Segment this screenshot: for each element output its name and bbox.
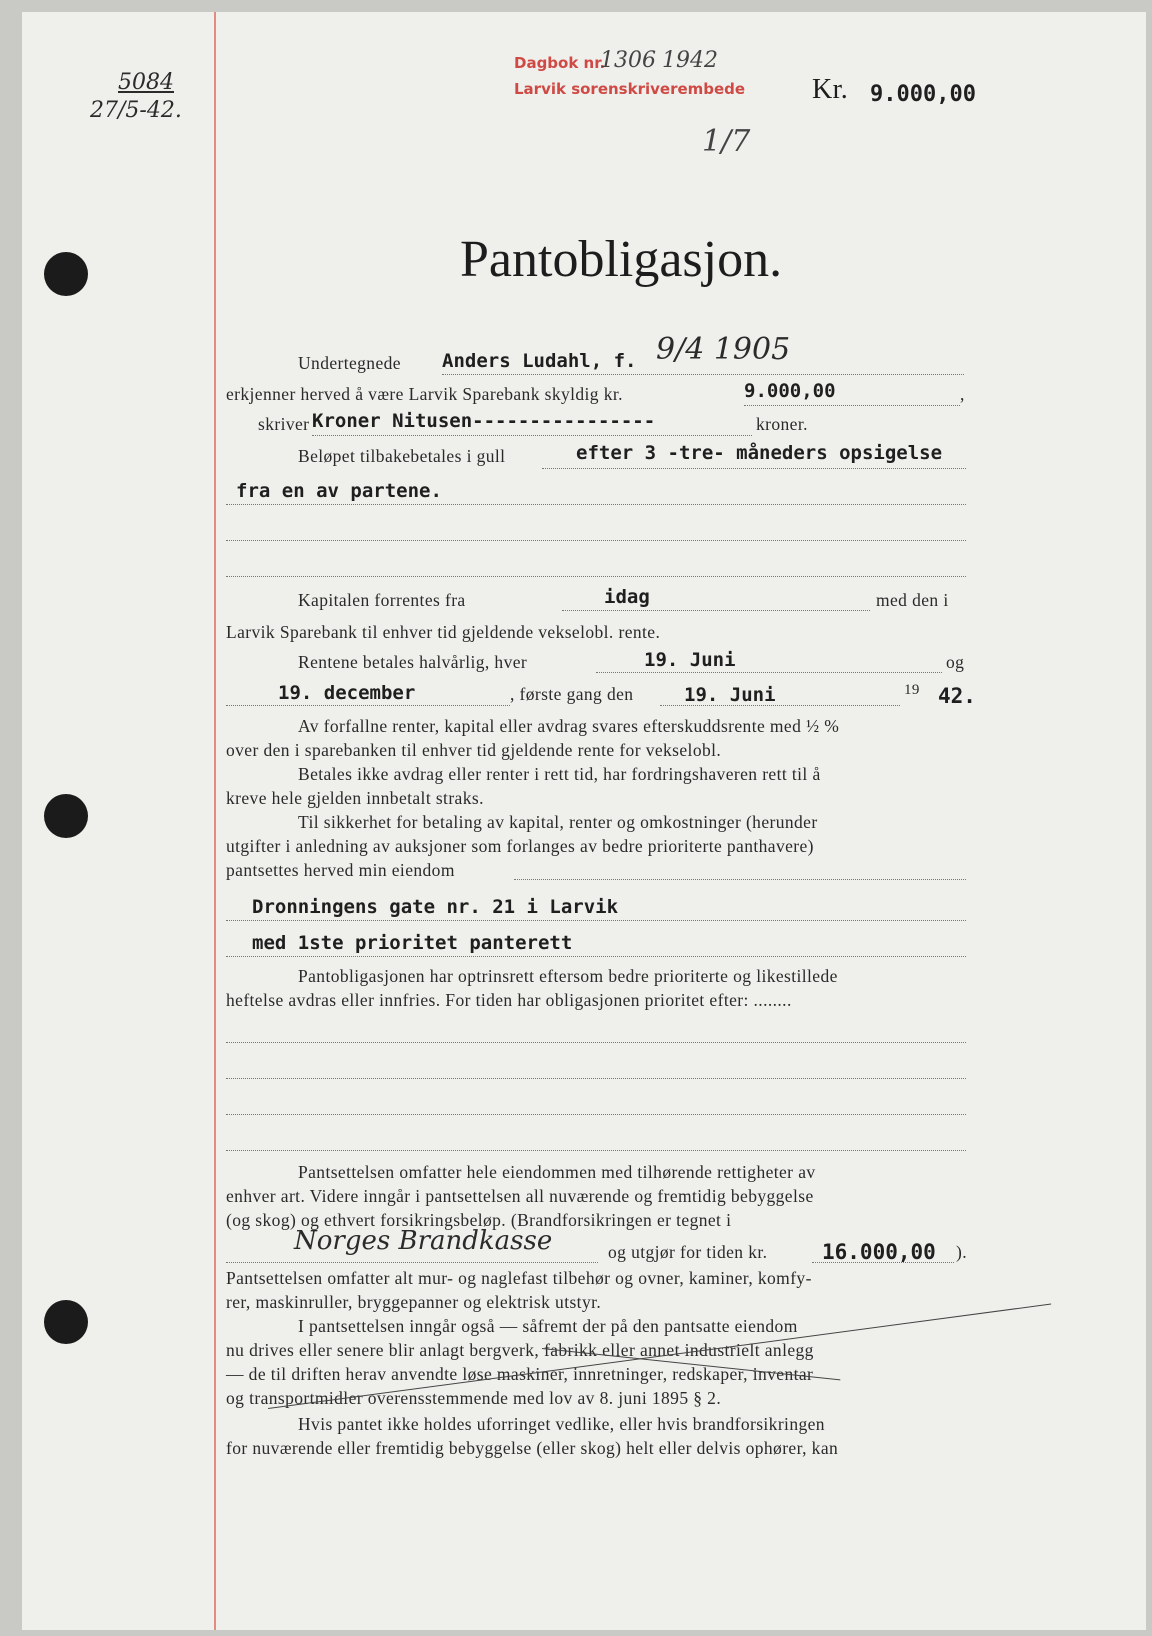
dotted-line (542, 468, 966, 469)
stamp-journal-no: 1306 (600, 48, 656, 73)
text-line: utgifter i anledning av auksjoner som forlanges av bedre prioriterte panthavere) (226, 836, 814, 856)
text-line: (og skog) og ethvert forsikringsbeløp. (Brandforsikringen er tegnet i (226, 1210, 732, 1230)
stamp-year: 1942 (662, 48, 718, 73)
dotted-line (226, 1078, 966, 1079)
debtor-birthdate: 9/4 1905 (656, 332, 791, 367)
kroner-label: kroner. (756, 414, 808, 434)
larvik-rate-line: Larvik Sparebank til enhver tid gjeldende vekselobl. rente. (226, 622, 661, 642)
belopet-text: Beløpet tilbakebetales i gull (298, 446, 506, 466)
closing-paren: ). (956, 1242, 968, 1262)
interest-date-1: 19. Juni (644, 649, 736, 671)
undertegnede-label: Undertegnede (298, 353, 401, 373)
og-label: og (946, 652, 965, 672)
forste-gang-text: , første gang den (510, 684, 634, 704)
document-title: Pantobligasjon. (460, 231, 783, 288)
priority-text: med 1ste prioritet panterett (252, 932, 573, 954)
text-line: heftelse avdras eller innfries. For tiden har obligasjonen prioritet efter: ........ (226, 990, 792, 1010)
currency-label: Kr. (812, 74, 849, 105)
struck-text-line: I pantsettelsen inngår også — såfremt der på den pantsatte eiendom (298, 1316, 798, 1336)
dotted-line (226, 1150, 966, 1151)
document-page (22, 12, 1146, 1630)
dotted-line (226, 956, 966, 957)
year-prefix: 19 (904, 682, 920, 698)
dotted-line (562, 610, 870, 611)
stamp-line2: Larvik sorenskriverembede (514, 80, 746, 98)
dotted-line (660, 705, 900, 706)
amount-in-words: Kroner Nitusen---------------- (312, 410, 656, 432)
dotted-line (226, 920, 966, 921)
text-line: enhver art. Videre inngår i pantsettelsen all nuværende og fremtidig bebyggelse (226, 1186, 814, 1206)
utgjor-text: og utgjør for tiden kr. (608, 1242, 768, 1262)
dotted-line (226, 576, 966, 577)
repayment-terms-2: fra en av partene. (236, 480, 442, 502)
stamp-line1: Dagbok nr. (514, 54, 606, 72)
margin-date: 27/5-42. (90, 98, 182, 123)
margin-line (214, 12, 216, 1630)
med-den-text: med den i (876, 590, 949, 610)
text-line: Pantsettelsen omfatter hele eiendommen med tilhørende rettigheter av (298, 1162, 816, 1182)
dotted-line (442, 374, 964, 375)
insurer-name: Norges Brandkasse (294, 1226, 553, 1256)
repayment-terms-1: efter 3 -tre- måneders opsigelse (576, 442, 943, 464)
text-line: Til sikkerhet for betaling av kapital, renter og omkostninger (herunder (298, 812, 818, 832)
punch-hole (44, 252, 88, 296)
dotted-line (226, 504, 966, 505)
text-line: rer, maskinruller, bryggepanner og elektrisk utstyr. (226, 1292, 602, 1312)
dotted-line (226, 1042, 966, 1043)
margin-number: 5084 (118, 70, 174, 95)
debt-amount: 9.000,00 (744, 380, 836, 402)
text-line: Betales ikke avdrag eller renter i rett tid, har fordringshaveren rett til å (298, 764, 821, 784)
first-interest-year: 42. (938, 684, 976, 708)
dotted-line (812, 1262, 954, 1263)
kapitalen-text: Kapitalen forrentes fra (298, 590, 466, 610)
struck-text-line: nu drives eller senere blir anlagt bergverk, fabrikk eller annet industrielt anlegg (226, 1340, 814, 1360)
punch-hole (44, 794, 88, 838)
struck-text-line: — de til driften herav anvendte løse maskiner, innretninger, redskaper, inventar (226, 1364, 814, 1384)
interest-date-2: 19. december (278, 682, 416, 704)
dotted-line (226, 540, 966, 541)
text-line: pantsettes herved min eiendom (226, 860, 455, 880)
dotted-line (596, 672, 942, 673)
interest-from: idag (604, 586, 650, 608)
dotted-line (514, 879, 966, 880)
dotted-line (744, 405, 960, 406)
text-line: kreve hele gjelden innbetalt straks. (226, 788, 484, 808)
text-line: for nuværende eller fremtidig bebyggelse (eller skog) helt eller delvis ophører, kan (226, 1438, 839, 1458)
debtor-name: Anders Ludahl, f. (442, 350, 637, 372)
text-line: Pantobligasjonen har optrinsrett eftersom bedre prioriterte og likestillede (298, 966, 838, 986)
property-address: Dronningens gate nr. 21 i Larvik (252, 896, 619, 918)
dotted-line (312, 435, 752, 436)
dotted-line (226, 705, 510, 706)
punch-hole (44, 1300, 88, 1344)
text-line: over den i sparebanken til enhver tid gjeldende rente for vekselobl. (226, 740, 722, 760)
first-interest-date: 19. Juni (684, 684, 776, 706)
dotted-line (226, 1114, 966, 1115)
text-line: Pantsettelsen omfatter alt mur- og naglefast tilbehør og ovner, kaminer, komfy- (226, 1268, 812, 1288)
erkjenner-text: erkjenner herved å være Larvik Sparebank skyldig kr. (226, 384, 623, 404)
comma: , (960, 384, 965, 404)
insurance-amount: 16.000,00 (822, 1240, 936, 1264)
struck-text-line: og transportmidler overensstemmende med lov av 8. juni 1895 § 2. (226, 1388, 722, 1408)
skriver-label: skriver (258, 414, 310, 434)
text-line: Hvis pantet ikke holdes uforringet vedlike, eller hvis brandforsikringen (298, 1414, 825, 1434)
folio-number: 1/7 (702, 124, 751, 159)
rentene-text: Rentene betales halvårlig, hver (298, 652, 528, 672)
header-amount: 9.000,00 (870, 82, 976, 107)
dotted-line (226, 1262, 598, 1263)
text-line: Av forfallne renter, kapital eller avdrag svares efterskuddsrente med ½ % (298, 716, 840, 736)
